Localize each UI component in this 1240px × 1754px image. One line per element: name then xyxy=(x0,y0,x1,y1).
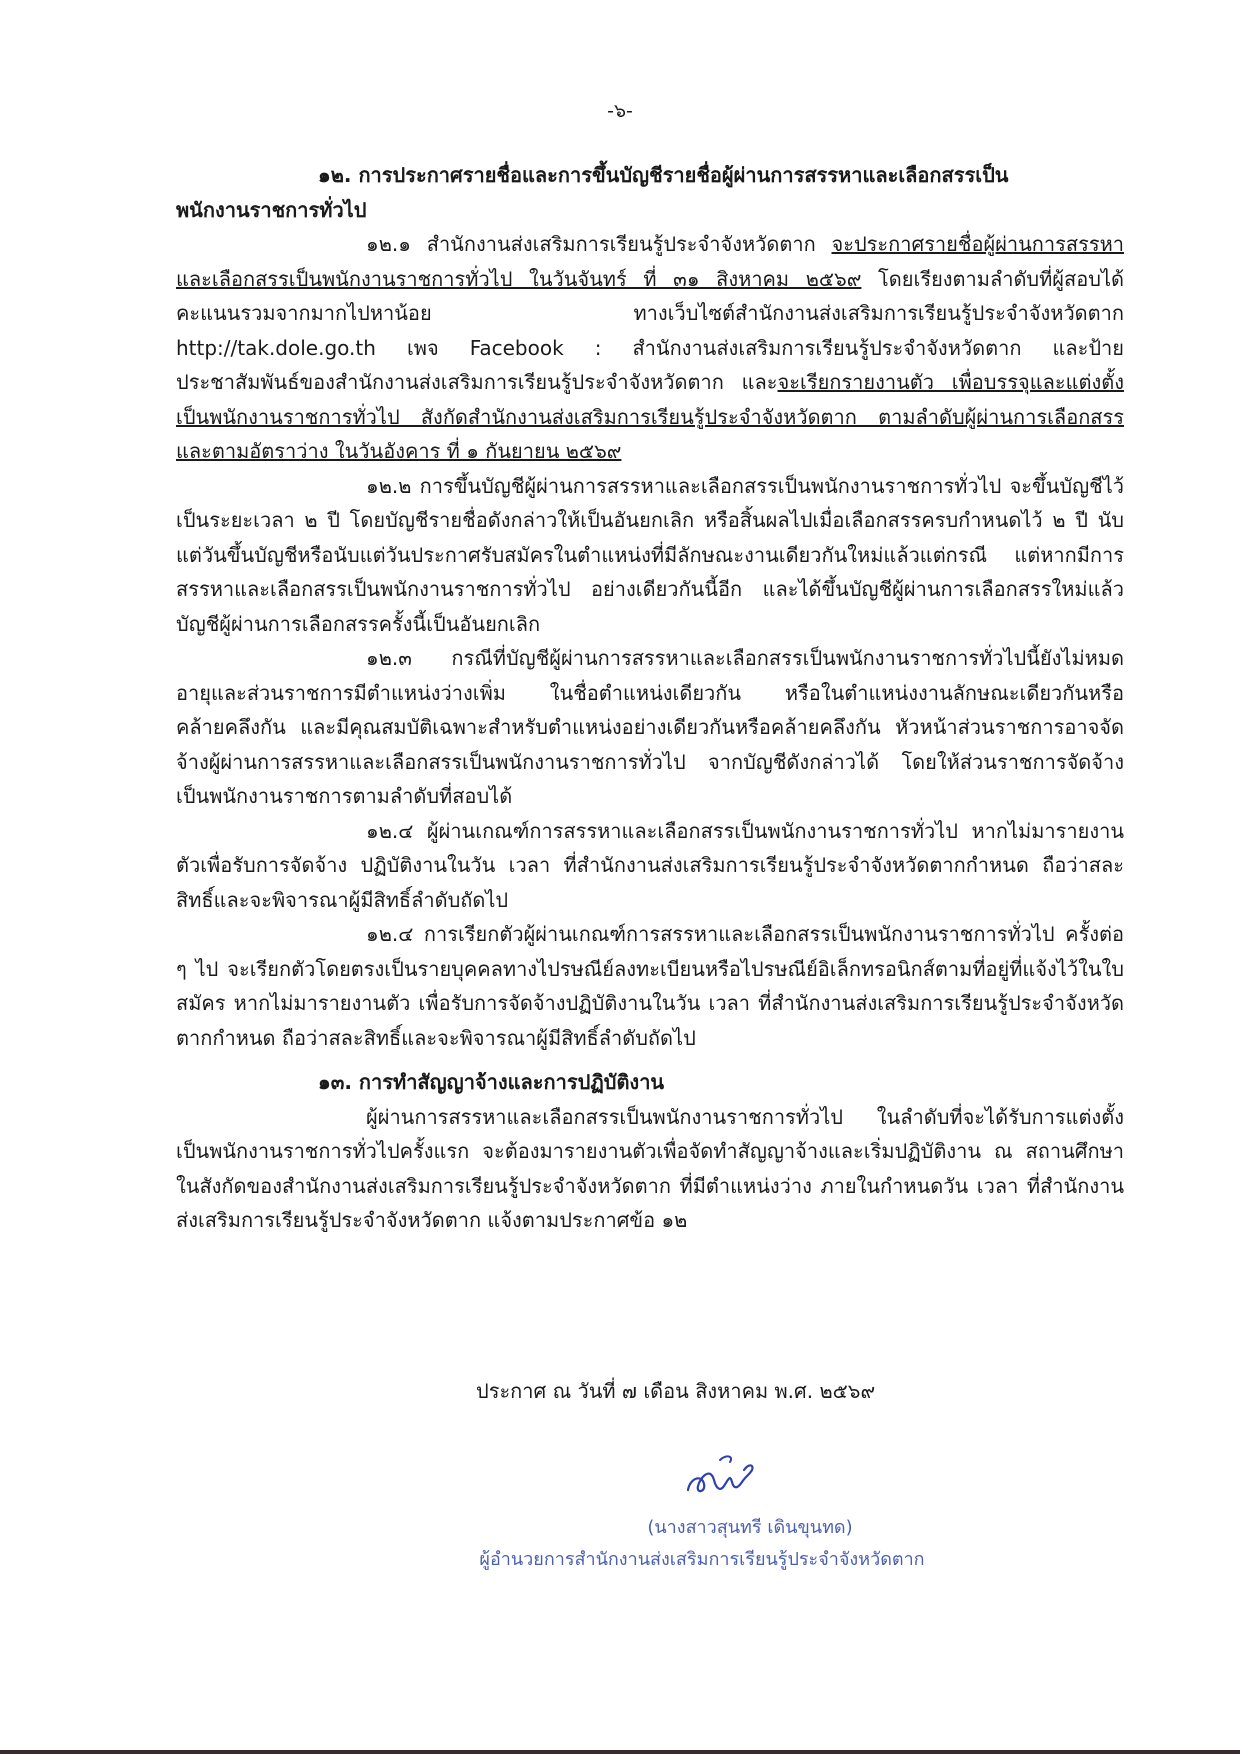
section-13-heading: ๑๓. การทำสัญญาจ้างและการปฏิบัติงาน xyxy=(318,1070,665,1094)
paragraph-12-4: ๑๒.๔ ผู้ผ่านเกณฑ์การสรรหาและเลือกสรรเป็นพนักงานราชการทั่วไป หากไม่มารายงานตัวเพื่อรับการจัดจ้าง ปฏิบัติงานในวัน เวลา ที่สำนักงานส่งเสริมการเรียนรู้ประจำจังหวัดตากกำหนด ถือว่าสละสิทธิ์และจะพิจารณาผู้มีสิทธิ์ลำดับถัดไป xyxy=(176,818,1124,912)
section-gap xyxy=(176,1055,1124,1065)
paragraph-12-1 xyxy=(176,227,1124,469)
signer-title-text: ผู้อำนวยการสำนักงานส่งเสริมการเรียนรู้ประจำจังหวัดตาก xyxy=(479,1549,925,1570)
paragraph-12-3: ๑๒.๓ กรณีที่บัญชีผู้ผ่านการสรรหาและเลือกสรรเป็นพนักงานราชการทั่วไปนี้ยังไม่หมดอายุและส่วนราชการมีตำแหน่งว่างเพิ่ม ในชื่อตำแหน่งเดียวกัน หรือในตำแหน่งงานลักษณะเดียวกันหรือคล้ายคลึงกัน และมีคุณสมบัติเฉพาะสำหรับตำแหน่งอย่างเดียวกันหรือคล้ายคลึงกัน หัวหน้าส่วนราชการอาจจัดจ้างผู้ผ่านการสรรหาและเลือกสรรเป็นพนักงานราชการทั่วไป จากบัญชีดังกล่าวได้ โดยให้ส่วนราชการจัดจ้างเป็นพนักงานราชการตามลำดับที่สอบได้ xyxy=(176,646,1124,808)
paragraph-12-5: ๑๒.๔ การเรียกตัวผู้ผ่านเกณฑ์การสรรหาและเลือกสรรเป็นพนักงานราชการทั่วไป ครั้งต่อ ๆ ไป จะเรียกตัวโดยตรงเป็นรายบุคคลทางไปรษณีย์ลงทะเบียนหรือไปรษณีย์อิเล็กทรอนิกส์ตามที่อยู่ที่แจ้งไว้ในใบสมัคร หากไม่มารายงานตัว เพื่อรับการจัดจ้างปฏิบัติงานในวัน เวลา ที่สำนักงานส่งเสริมการเรียนรู้ประจำจังหวัดตากกำหนด ถือว่าสละสิทธิ์และจะพิจารณาผู้มีสิทธิ์ลำดับถัดไป xyxy=(176,922,1124,1050)
paragraph-12-1-channels: โดยเรียงตามลำดับที่ผู้สอบได้คะแนนรวมจากมากไปหาน้อย ทางเว็บไซต์สำนักงานส่งเสริมการเรียนรู้ประจำจังหวัดตาก http://tak.dole.go.th เพจ Facebook : สำนักงานส่งเสริมการเรียนรู้ประจำจังหวัดตาก และป้ายประชาสัมพันธ์ของสำนักงานส่งเสริมการเรียนรู้ประจำจังหวัดตาก และ xyxy=(176,266,1124,394)
section-12-heading-continued: พนักงานราชการทั่วไป xyxy=(176,197,367,222)
paragraph-12-1-report-date: จะเรียกรายงานตัว เพื่อบรรจุและแต่งตั้งเป็นพนักงานราชการทั่วไป สังกัดสำนักงานส่งเสริมการเรียนรู้ประจำจังหวัดตาก ตามลำดับผู้ผ่านการเลือกสรรและตามอัตราว่าง ในวันอังคาร ที่ ๑ กันยายน ๒๕๖๙ xyxy=(176,370,1124,463)
handwritten-signature xyxy=(680,1448,770,1508)
document-body xyxy=(176,158,1124,1238)
announcement-date: ประกาศ ณ วันที่ ๗ เดือน สิงหาคม พ.ศ. ๒๕๖๙ xyxy=(476,1379,876,1403)
page-bottom-edge xyxy=(0,1750,1240,1754)
paragraph-12-1-intro: ๑๒.๑ สำนักงานส่งเสริมการเรียนรู้ประจำจังหวัดตาก xyxy=(366,232,832,256)
paragraph-12-2: ๑๒.๒ การขึ้นบัญชีผู้ผ่านการสรรหาและเลือกสรรเป็นพนักงานราชการทั่วไป จะขึ้นบัญชีไว้เป็นระยะเวลา ๒ ปี โดยบัญชีรายชื่อดังกล่าวให้เป็นอันยกเลิก หรือสิ้นผลไปเมื่อเลือกสรรครบกำหนดไว้ ๒ ปี นับแต่วันขึ้นบัญชีหรือนับแต่วันประกาศรับสมัครในตำแหน่งที่มีลักษณะงานเดียวกันใหม่แล้วแต่กรณี แต่หากมีการสรรหาและเลือกสรรเป็นพนักงานราชการทั่วไป อย่างเดียวกันนี้อีก และได้ขึ้นบัญชีผู้ผ่านการเลือกสรรใหม่แล้ว บัญชีผู้ผ่านการเลือกสรรครั้งนี้เป็นอันยกเลิก xyxy=(176,473,1124,636)
signer-name-text: (นางสาวสุนทรี เดินขุนทด) xyxy=(647,1517,853,1538)
section-12-heading: ๑๒. การประกาศรายชื่อและการขึ้นบัญชีรายชื่อผู้ผ่านการสรรหาและเลือกสรรเป็น xyxy=(318,163,1009,187)
paragraph-12-1-announce-date: จะประกาศรายชื่อผู้ผ่านการสรรหาและเลือกสรรเป็นพนักงานราชการทั่วไป ในวันจันทร์ ที่ ๓๑ สิงหาคม ๒๕๖๙ xyxy=(176,232,1124,291)
page-number: -๖- xyxy=(607,100,633,122)
signer-name xyxy=(0,1512,1240,1541)
signer-title xyxy=(0,1544,1240,1573)
paragraph-13-1: ผู้ผ่านการสรรหาและเลือกสรรเป็นพนักงานราชการทั่วไป ในลำดับที่จะได้รับการแต่งตั้งเป็นพนักงานราชการทั่วไปครั้งแรก จะต้องมารายงานตัวเพื่อจัดทำสัญญาจ้างและเริ่มปฏิบัติงาน ณ สถานศึกษาในสังกัดของสำนักงานส่งเสริมการเรียนรู้ประจำจังหวัดตาก ที่มีตำแหน่งว่าง ภายในกำหนดวัน เวลา ที่สำนักงานส่งเสริมการเรียนรู้ประจำจังหวัดตาก แจ้งตามประกาศข้อ ๑๒ xyxy=(176,1104,1124,1232)
